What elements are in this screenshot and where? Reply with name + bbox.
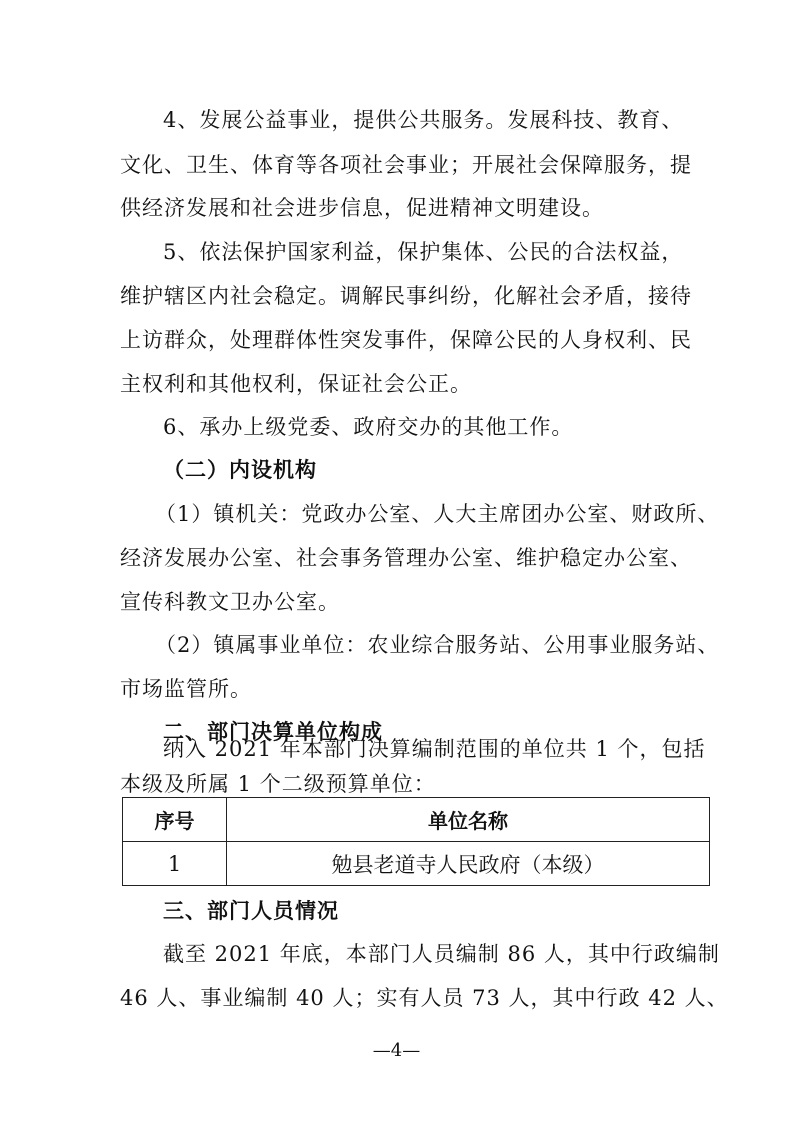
table-header-row: [123, 798, 710, 842]
paragraph-line: 46 人、事业编制 40 人；实有人员 73 人，其中行政 42 人、: [120, 986, 729, 1010]
paragraph-line: 6、承办上级党委、政府交办的其他工作。: [163, 415, 574, 439]
table-cell: 勉县老道寺人民政府（本级）: [227, 842, 710, 886]
paragraph-line: （1）镇机关：党政办公室、人大主席团办公室、财政所、: [155, 502, 720, 526]
paragraph-line: 维护辖区内社会稳定。调解民事纠纷，化解社会矛盾，接待: [120, 284, 692, 308]
table-header-cell: 序号: [123, 798, 227, 842]
paragraph-line: 市场监管所。: [120, 677, 252, 701]
section-heading: 二、部门决算单位构成: [163, 720, 383, 744]
paragraph-line: 主权利和其他权利，保证社会公正。: [120, 372, 472, 396]
paragraph-line: 5、依法保护国家利益，保护集体、公民的合法权益，: [163, 240, 684, 264]
table-cell: 1: [123, 842, 227, 886]
paragraph-line: 文化、卫生、体育等各项社会事业；开展社会保障服务，提: [120, 153, 692, 177]
paragraph-line: 4、发展公益事业，提供公共服务。发展科技、教育、: [163, 108, 684, 132]
paragraph-line: 纳入 2021 年本部门决算编制范围的单位共 1 个，包括: [163, 737, 706, 761]
page-number: —4—: [372, 1040, 421, 1061]
paragraph-line: 宣传科教文卫办公室。: [120, 590, 340, 614]
paragraph-line: 本级及所属 1 个二级预算单位：: [120, 772, 436, 796]
section-heading: 三、部门人员情况: [163, 899, 339, 923]
paragraph-line: （2）镇属事业单位：农业综合服务站、公用事业服务站、: [155, 633, 720, 657]
paragraph-line: 上访群众，处理群体性突发事件，保障公民的人身权利、民: [120, 328, 692, 352]
paragraph-line: 经济发展办公室、社会事务管理办公室、维护稳定办公室、: [120, 546, 692, 570]
paragraph-line: 截至 2021 年底，本部门人员编制 86 人，其中行政编制: [163, 942, 720, 966]
section-heading: （二）内设机构: [163, 458, 317, 482]
table-header-cell: 单位名称: [227, 798, 710, 842]
table-row: [123, 842, 710, 886]
paragraph-line: 供经济发展和社会进步信息，促进精神文明建设。: [120, 196, 604, 220]
unit-table: [122, 797, 710, 886]
